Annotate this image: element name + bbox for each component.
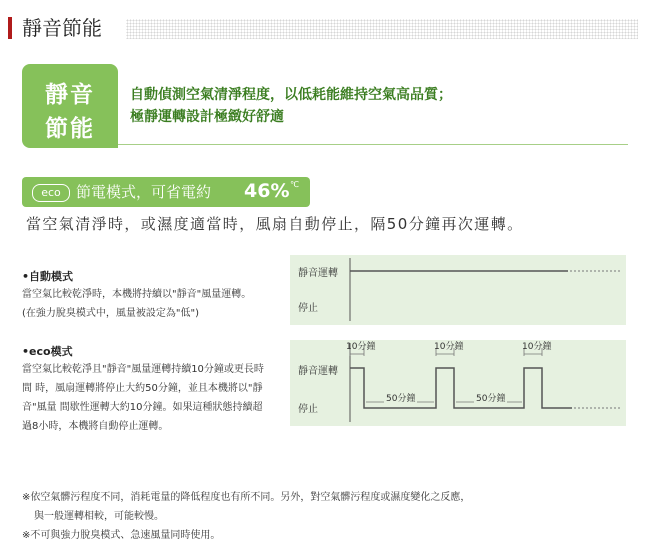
- auto-stop-label: 停止: [298, 303, 318, 314]
- auto-mode-title: •自動模式: [22, 270, 74, 283]
- eco-mode-description: [22, 360, 264, 436]
- eco-percent: 46%: [244, 180, 290, 202]
- footnote: ※依空氣髒污程度不同，消耗電量的降低程度也有所不同。另外，對空氣髒污程度或濕度變化之反應，: [22, 492, 471, 503]
- eco-mode-diagram: [290, 340, 626, 426]
- footnote: ※不可與強力脫臭模式、急速風量同時使用。: [22, 530, 221, 541]
- eco-mode-line: 當空氣比較乾淨且"靜音"風量運轉持續10分鐘或更長時: [22, 364, 264, 375]
- on-duration-label: 10分鐘: [434, 342, 464, 352]
- eco-unit-mark: ℃: [290, 180, 299, 189]
- badge-line-2: 節能: [45, 116, 95, 142]
- quiet-eco-badge: [22, 64, 118, 148]
- auto-run-label: 靜音運轉: [298, 268, 338, 279]
- eco-tag-label: eco: [32, 184, 70, 202]
- auto-mode-diagram: [290, 255, 626, 325]
- main-description: 當空氣清淨時，或濕度適當時，風扇自動停止，隔50分鐘再次運轉。: [26, 215, 524, 233]
- auto-mode-timeline: [290, 255, 626, 325]
- eco-mode-line: 音"風量 間歇性運轉大約10分鐘。如果這種狀態持續超: [22, 402, 263, 413]
- auto-mode-description: [22, 285, 251, 323]
- intro-line-2: 極靜運轉設計極緻好舒適: [130, 109, 284, 125]
- eco-mode-line: 過8小時，本機將自動停止運轉。: [22, 421, 169, 432]
- header-dot-pattern: [126, 19, 638, 39]
- eco-stop-label: 停止: [298, 404, 318, 415]
- on-duration-label: 10分鐘: [346, 342, 376, 352]
- intro-line-1: 自動偵測空氣清淨程度，以低耗能維持空氣高品質；: [130, 87, 452, 103]
- on-duration-label: 10分鐘: [522, 342, 552, 352]
- page-title: 靜音節能: [22, 16, 102, 40]
- section-header: [8, 15, 638, 43]
- eco-banner: [22, 177, 310, 207]
- eco-mode-timeline: [290, 340, 626, 426]
- auto-mode-line: (在強力脫臭模式中，風量被設定為"低"): [22, 308, 200, 319]
- badge-line-1: 靜音: [45, 82, 95, 108]
- eco-run-label: 靜音運轉: [298, 366, 338, 377]
- footnote: 與一般運轉相較，可能較慢。: [34, 511, 164, 522]
- auto-mode-line: 當空氣比較乾淨時，本機將持續以"靜音"風量運轉。: [22, 289, 252, 300]
- eco-banner-text: 節電模式，可省電約: [76, 183, 212, 201]
- eco-mode-line: 間 時，風扇運轉將停止大約50分鐘，並且本機將以"靜: [22, 383, 263, 394]
- off-duration-label: 50分鐘: [384, 391, 417, 404]
- eco-mode-title: •eco模式: [22, 345, 73, 358]
- header-accent-bar: [8, 17, 12, 39]
- intro-divider: [118, 144, 628, 145]
- off-duration-label: 50分鐘: [474, 391, 507, 404]
- intro-text: [130, 84, 452, 128]
